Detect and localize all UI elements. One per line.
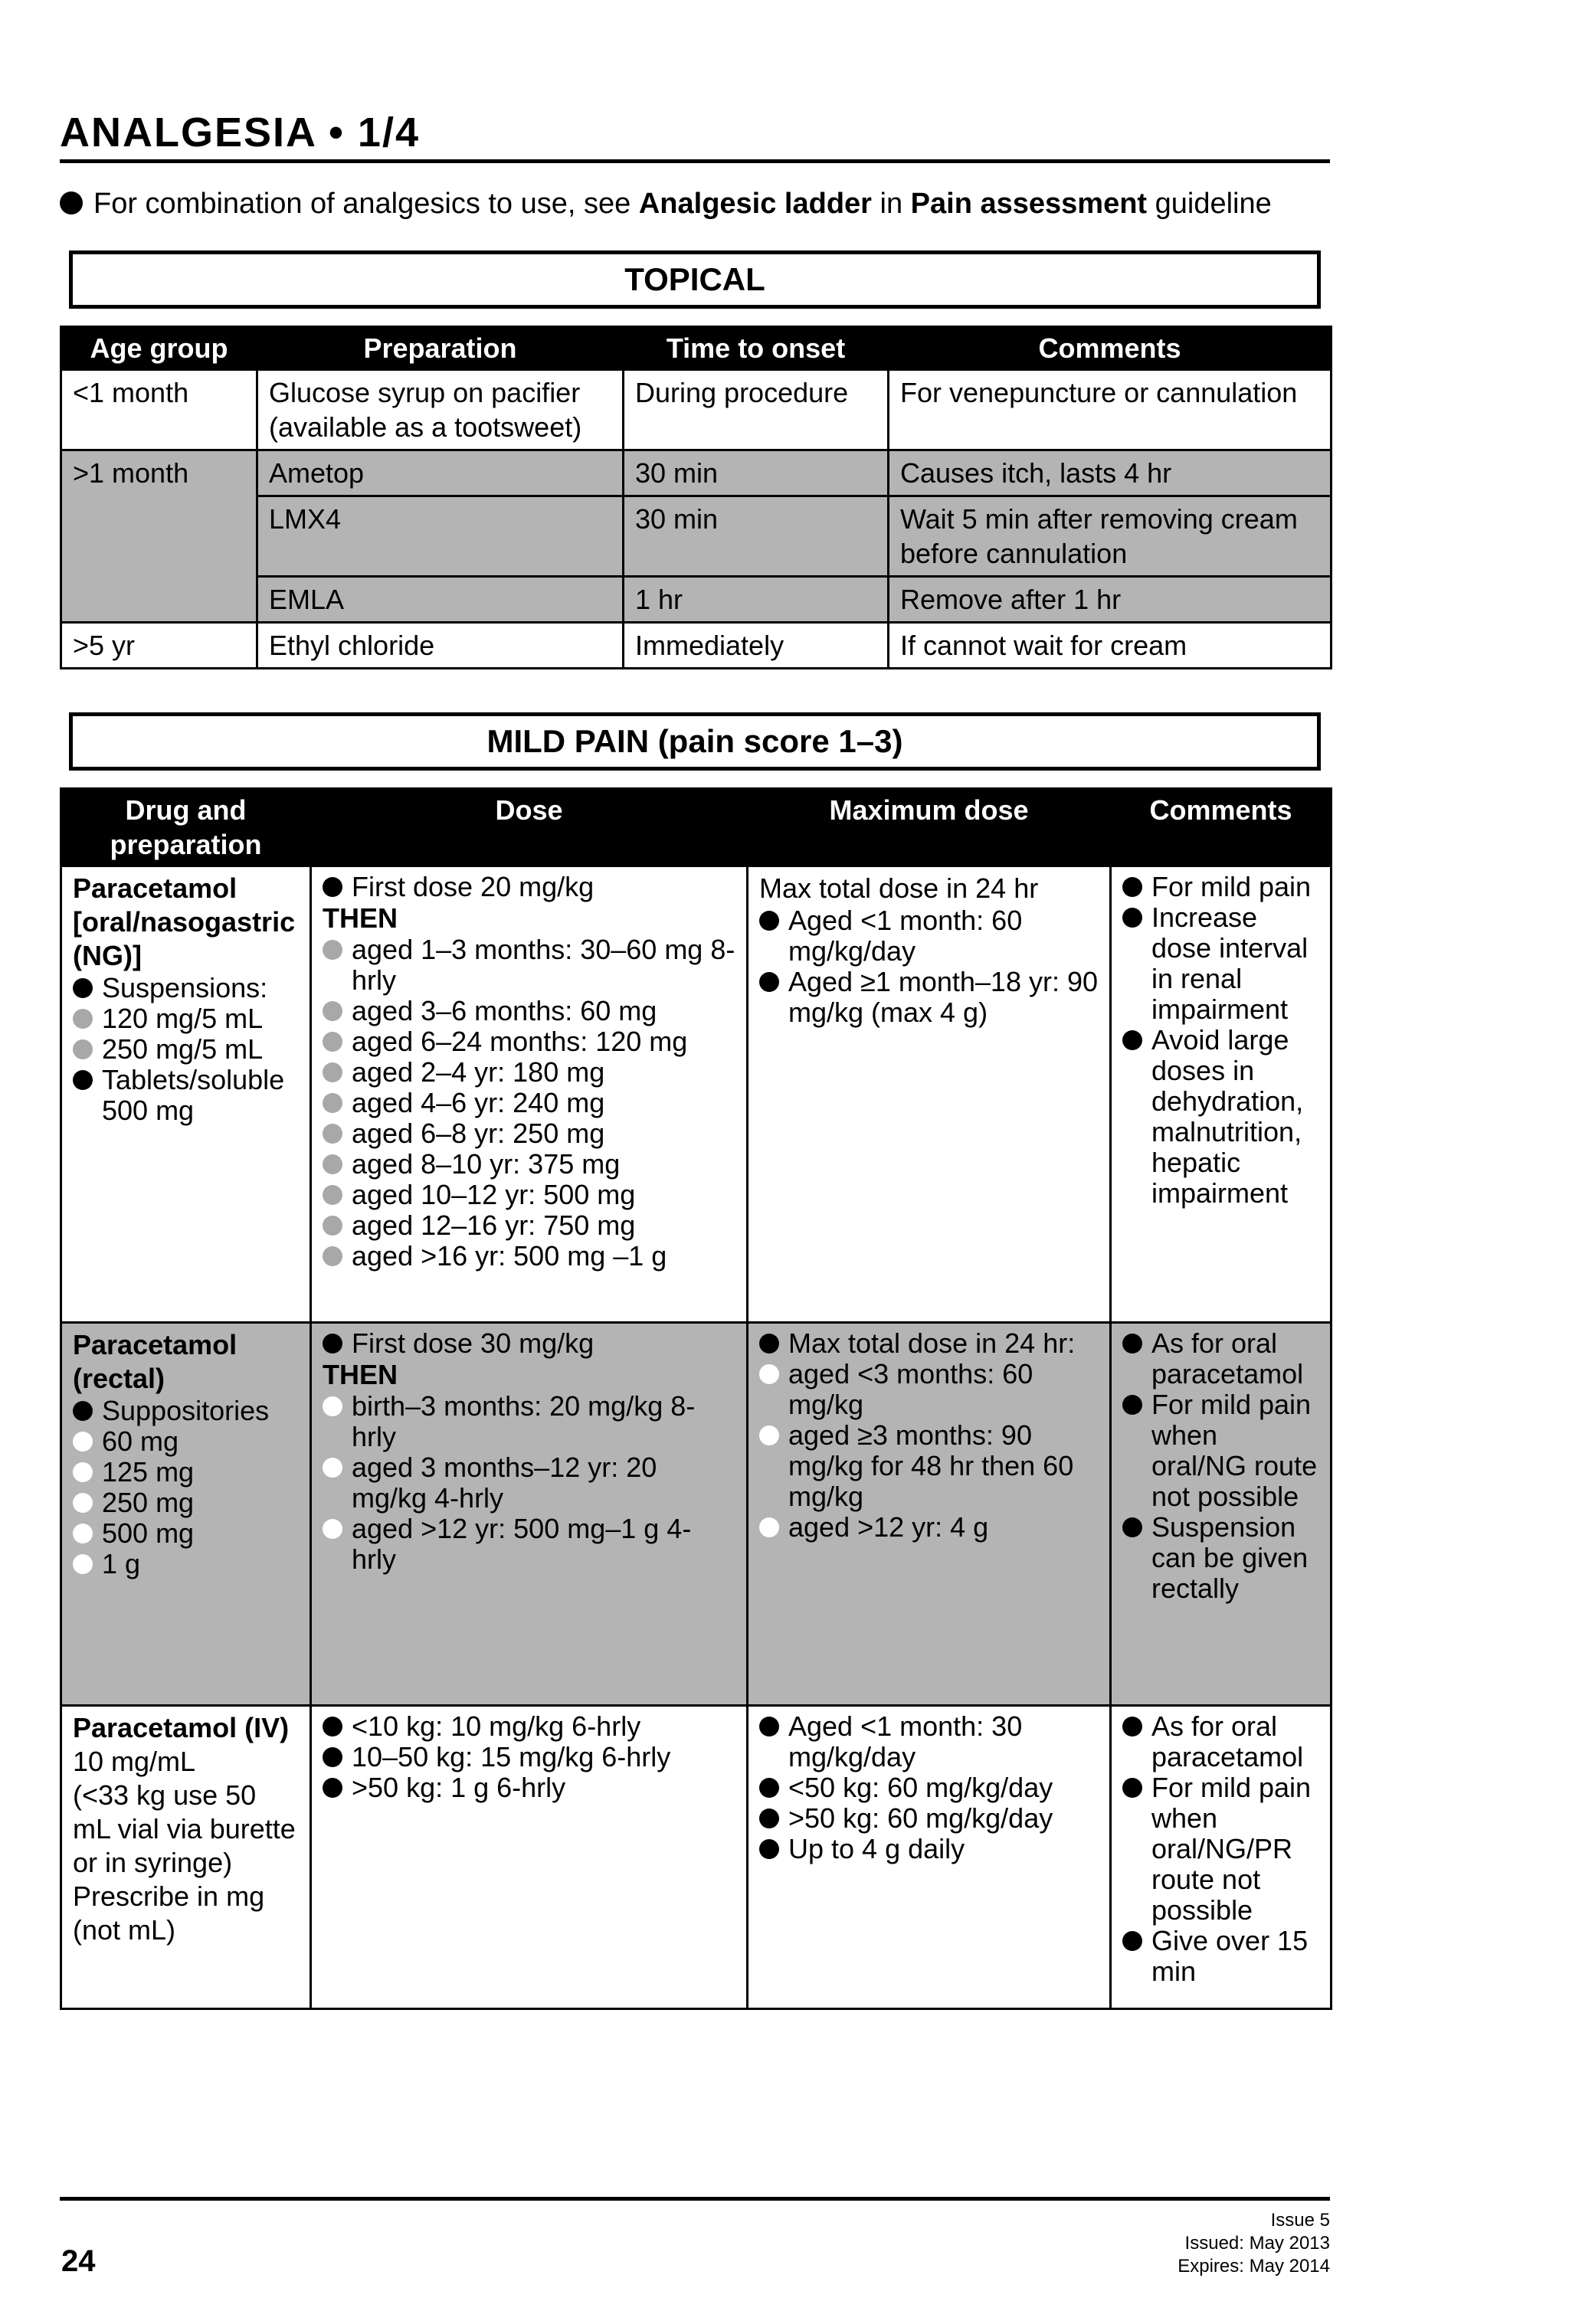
- max-dose-cell: [748, 1706, 1111, 2009]
- topical-table: [60, 326, 1332, 669]
- bullet-icon: [73, 1039, 93, 1059]
- bullet-icon: [73, 1070, 93, 1090]
- table-row-rectal: [61, 1323, 1332, 1706]
- list-item: First dose 20 mg/kg: [323, 872, 735, 902]
- table-row: [61, 623, 1332, 669]
- drug-cell: [61, 866, 311, 1323]
- drug-cell: [61, 1706, 311, 2009]
- prep-line: (<33 kg use 50 mL vial via burette or in syringe): [73, 1779, 296, 1878]
- bullet-icon: [73, 978, 93, 998]
- list-item: aged <3 months: 60 mg/kg: [759, 1359, 1099, 1420]
- column-header: Comments: [1111, 789, 1332, 866]
- bullet-icon: [759, 1334, 779, 1353]
- list-item: Give over 15 min: [1122, 1926, 1319, 1987]
- drug-name: Paracetamol (IV): [73, 1712, 290, 1743]
- drug-name: Paracetamol [oral/nasogastric (NG)]: [73, 872, 296, 971]
- list-item: 60 mg: [73, 1426, 299, 1457]
- comment-cell: Wait 5 min after removing cream before cannulation: [889, 496, 1332, 577]
- bullet-icon: [1122, 1395, 1142, 1415]
- bullet-icon: [323, 1246, 342, 1266]
- column-header: Age group: [61, 327, 257, 370]
- list-item: 120 mg/5 mL: [73, 1003, 299, 1034]
- intro-note: [60, 185, 1330, 223]
- bullet-icon: [73, 1462, 93, 1482]
- expiry-date: Expires: May 2014: [1178, 2256, 1330, 2277]
- list-item: aged 1–3 months: 30–60 mg 8-hrly: [323, 935, 735, 996]
- list-item: Aged <1 month: 30 mg/kg/day: [759, 1711, 1099, 1772]
- bullet-icon: [323, 1747, 342, 1767]
- bullet-icon: [60, 191, 83, 214]
- pain-assessment-link: Pain assessment: [910, 188, 1148, 220]
- list-item: aged 3–6 months: 60 mg: [323, 996, 735, 1026]
- prep-cell: LMX4: [257, 496, 624, 577]
- table-row: [61, 450, 1332, 496]
- prep-cell: Ethyl chloride: [257, 623, 624, 669]
- list-item: >50 kg: 60 mg/kg/day: [759, 1803, 1099, 1834]
- bullet-icon: [73, 1493, 93, 1513]
- bullet-icon: [323, 940, 342, 960]
- bullet-icon: [759, 1778, 779, 1798]
- list-item: 250 mg: [73, 1488, 299, 1518]
- bullet-icon: [1122, 1717, 1142, 1736]
- list-item: aged 6–24 months: 120 mg: [323, 1026, 735, 1057]
- bullet-icon: [323, 1001, 342, 1021]
- bullet-icon: [323, 1519, 342, 1539]
- bullet-icon: [1122, 908, 1142, 928]
- bullet-icon: [73, 1009, 93, 1029]
- list-item: For mild pain when oral/NG route not possible: [1122, 1389, 1319, 1512]
- list-item: First dose 30 mg/kg: [323, 1328, 735, 1359]
- age-cell: >1 month: [61, 450, 257, 623]
- column-header: Dose: [311, 789, 748, 866]
- comment-cell: If cannot wait for cream: [889, 623, 1332, 669]
- list-item: aged >12 yr: 4 g: [759, 1512, 1099, 1543]
- dose-cell: [311, 866, 748, 1323]
- mild-pain-heading: MILD PAIN (pain score 1–3): [69, 712, 1321, 771]
- list-item: aged >16 yr: 500 mg –1 g: [323, 1241, 735, 1272]
- list-item: aged ≥3 months: 90 mg/kg for 48 hr then 60 mg/kg: [759, 1420, 1099, 1512]
- list-item: Up to 4 g daily: [759, 1834, 1099, 1864]
- list-item: Suppositories: [73, 1396, 299, 1426]
- onset-cell: 1 hr: [624, 577, 889, 623]
- table-header-row: [61, 327, 1332, 370]
- list-item: aged 4–6 yr: 240 mg: [323, 1088, 735, 1118]
- column-header: Drug and preparation: [61, 789, 311, 866]
- list-item: 500 mg: [73, 1518, 299, 1549]
- column-header: Preparation: [257, 327, 624, 370]
- comments-cell: [1111, 866, 1332, 1323]
- bullet-icon: [323, 1717, 342, 1736]
- list-item: >50 kg: 1 g 6-hrly: [323, 1772, 735, 1803]
- onset-cell: During procedure: [624, 370, 889, 450]
- issue-number: Issue 5: [1270, 2210, 1330, 2231]
- bullet-icon: [759, 1717, 779, 1736]
- topical-heading: TOPICAL: [69, 250, 1321, 309]
- list-item: Aged ≥1 month–18 yr: 90 mg/kg (max 4 g): [759, 967, 1099, 1028]
- bullet-icon: [759, 1517, 779, 1537]
- list-item: aged 3 months–12 yr: 20 mg/kg 4-hrly: [323, 1452, 735, 1514]
- list-item: As for oral paracetamol: [1122, 1328, 1319, 1389]
- onset-cell: Immediately: [624, 623, 889, 669]
- max-dose-cell: [748, 866, 1111, 1323]
- mild-pain-table: [60, 787, 1332, 2010]
- bullet-icon: [759, 1808, 779, 1828]
- drug-name: Paracetamol (rectal): [73, 1329, 237, 1394]
- age-cell: <1 month: [61, 370, 257, 450]
- bullet-icon: [1122, 877, 1142, 897]
- comments-cell: [1111, 1323, 1332, 1706]
- column-header: Time to onset: [624, 327, 889, 370]
- table-row-iv: [61, 1706, 1332, 2009]
- prep-line: Prescribe in mg (not mL): [73, 1880, 265, 1946]
- list-item: aged 6–8 yr: 250 mg: [323, 1118, 735, 1149]
- analgesic-ladder-link: Analgesic ladder: [638, 188, 872, 220]
- footer-divider: [60, 2197, 1330, 2201]
- max-dose-cell: [748, 1323, 1111, 1706]
- list-item: Tablets/soluble 500 mg: [73, 1065, 299, 1126]
- issued-date: Issued: May 2013: [1184, 2233, 1330, 2254]
- onset-cell: 30 min: [624, 450, 889, 496]
- bullet-icon: [323, 1062, 342, 1082]
- bullet-icon: [73, 1401, 93, 1421]
- comment-cell: Causes itch, lasts 4 hr: [889, 450, 1332, 496]
- list-item: As for oral paracetamol: [1122, 1711, 1319, 1772]
- bullet-icon: [323, 1032, 342, 1052]
- list-item: aged 12–16 yr: 750 mg: [323, 1210, 735, 1241]
- list-item: Increase dose interval in renal impairment: [1122, 902, 1319, 1025]
- list-item: Avoid large doses in dehydration, malnutrition, hepatic impairment: [1122, 1025, 1319, 1209]
- bullet-icon: [323, 877, 342, 897]
- intro-text: For combination of analgesics to use, see Analgesic ladder in Pain assessment guideline: [93, 188, 1272, 220]
- then-label: THEN: [323, 902, 398, 934]
- list-item: aged >12 yr: 500 mg–1 g 4-hrly: [323, 1514, 735, 1575]
- title-divider: [60, 159, 1330, 163]
- then-label: THEN: [323, 1359, 398, 1390]
- list-item: 1 g: [73, 1549, 299, 1579]
- bullet-icon: [759, 1839, 779, 1859]
- list-item: Aged <1 month: 60 mg/kg/day: [759, 905, 1099, 967]
- bullet-icon: [759, 972, 779, 992]
- bullet-icon: [323, 1124, 342, 1144]
- page-title: ANALGESIA • 1/4: [60, 110, 420, 155]
- bullet-icon: [1122, 1778, 1142, 1798]
- table-header-row: [61, 789, 1332, 866]
- bullet-icon: [73, 1554, 93, 1574]
- bullet-icon: [323, 1185, 342, 1205]
- bullet-icon: [323, 1093, 342, 1113]
- bullet-icon: [323, 1154, 342, 1174]
- bullet-icon: [323, 1216, 342, 1236]
- page: [60, 107, 1330, 2010]
- prep-cell: Ametop: [257, 450, 624, 496]
- list-item: 125 mg: [73, 1457, 299, 1488]
- column-header: Comments: [889, 327, 1332, 370]
- dose-cell: [311, 1706, 748, 2009]
- bullet-icon: [759, 1425, 779, 1445]
- comment-cell: Remove after 1 hr: [889, 577, 1332, 623]
- bullet-icon: [323, 1334, 342, 1353]
- bullet-icon: [1122, 1334, 1142, 1353]
- list-item: <10 kg: 10 mg/kg 6-hrly: [323, 1711, 735, 1742]
- bullet-icon: [1122, 1931, 1142, 1951]
- age-cell: >5 yr: [61, 623, 257, 669]
- bullet-icon: [73, 1524, 93, 1543]
- bullet-icon: [759, 1364, 779, 1384]
- onset-cell: 30 min: [624, 496, 889, 577]
- max-intro: Max total dose in 24 hr: [759, 872, 1039, 904]
- list-item: For mild pain: [1122, 872, 1319, 902]
- list-item: 250 mg/5 mL: [73, 1034, 299, 1065]
- list-item: aged 10–12 yr: 500 mg: [323, 1180, 735, 1210]
- dose-cell: [311, 1323, 748, 1706]
- list-item: <50 kg: 60 mg/kg/day: [759, 1772, 1099, 1803]
- list-item: aged 2–4 yr: 180 mg: [323, 1057, 735, 1088]
- column-header: Maximum dose: [748, 789, 1111, 866]
- table-row-oral: [61, 866, 1332, 1323]
- issue-info: [1178, 2209, 1330, 2278]
- bullet-icon: [759, 911, 779, 931]
- comments-cell: [1111, 1706, 1332, 2009]
- comment-cell: For venepuncture or cannulation: [889, 370, 1332, 450]
- drug-cell: [61, 1323, 311, 1706]
- list-item: 10–50 kg: 15 mg/kg 6-hrly: [323, 1742, 735, 1772]
- bullet-icon: [73, 1432, 93, 1452]
- bullet-icon: [323, 1396, 342, 1416]
- list-item: birth–3 months: 20 mg/kg 8-hrly: [323, 1391, 735, 1452]
- bullet-icon: [1122, 1517, 1142, 1537]
- bullet-icon: [323, 1778, 342, 1798]
- prep-line: 10 mg/mL: [73, 1746, 196, 1777]
- prep-cell: EMLA: [257, 577, 624, 623]
- table-row: [61, 370, 1332, 450]
- prep-cell: Glucose syrup on pacifier (available as a tootsweet): [257, 370, 624, 450]
- list-item: Max total dose in 24 hr:: [759, 1328, 1099, 1359]
- bullet-icon: [1122, 1030, 1142, 1050]
- list-item: aged 8–10 yr: 375 mg: [323, 1149, 735, 1180]
- bullet-icon: [323, 1458, 342, 1478]
- list-item: For mild pain when oral/NG/PR route not possible: [1122, 1772, 1319, 1926]
- page-number: 24: [61, 2244, 96, 2278]
- list-item: Suspension can be given rectally: [1122, 1512, 1319, 1604]
- list-item: Suspensions:: [73, 973, 299, 1003]
